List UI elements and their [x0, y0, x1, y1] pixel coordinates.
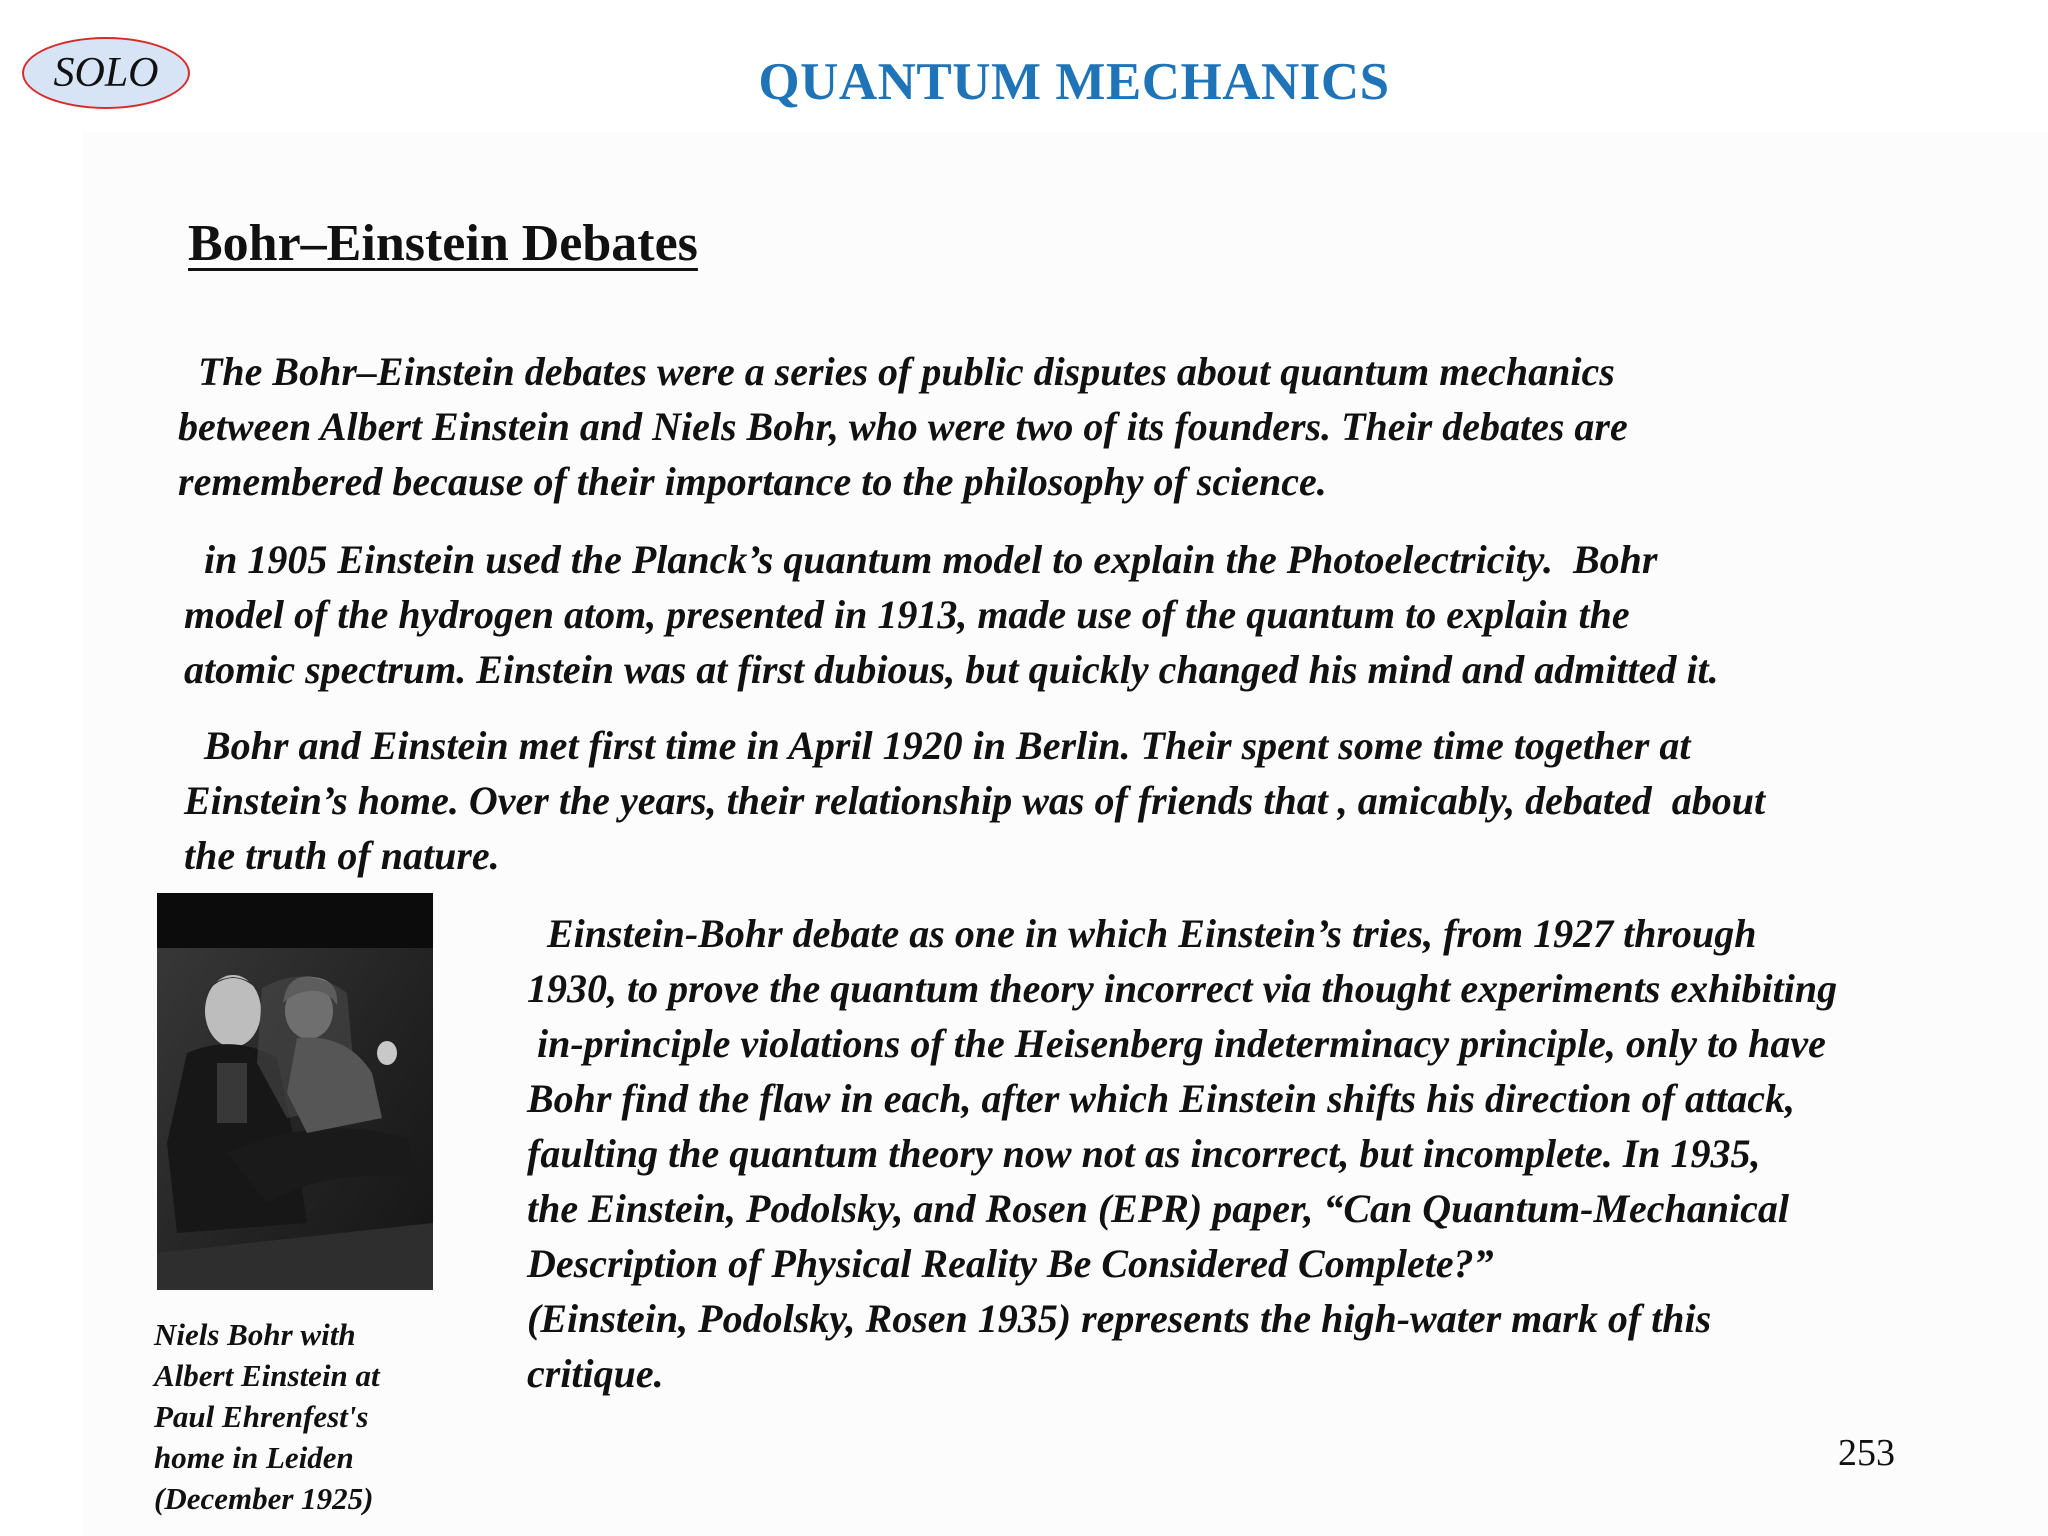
paragraph-epr-debate [527, 906, 1837, 1401]
paragraph-first-meeting [184, 718, 1765, 883]
paragraph-line: remembered because of their importance to the philosophy of science. [178, 459, 1327, 504]
paragraph-intro [178, 344, 1628, 509]
paragraph-line: between Albert Einstein and Niels Bohr, who were two of its founders. Their debates are [178, 404, 1628, 449]
paragraph-line: the truth of nature. [184, 833, 500, 878]
paragraph-line: faulting the quantum theory now not as incorrect, but incomplete. In 1935, [527, 1131, 1761, 1176]
paragraph-line: model of the hydrogen atom, presented in 1913, made use of the quantum to explain the [184, 592, 1630, 637]
paragraph-line: Description of Physical Reality Be Considered Complete?” [527, 1241, 1494, 1286]
page-number: 253 [1838, 1432, 1895, 1474]
solo-badge-label: SOLO [53, 50, 159, 96]
caption-line: Niels Bohr with [154, 1317, 356, 1352]
paragraph-line: Bohr and Einstein met first time in April 1920 in Berlin. Their spent some time together at [184, 723, 1691, 768]
paragraph-photoelectricity [184, 532, 1719, 697]
caption-line: Paul Ehrenfest's [154, 1399, 369, 1434]
paragraph-line: Bohr find the flaw in each, after which Einstein shifts his direction of attack, [527, 1076, 1795, 1121]
paragraph-line: Einstein-Bohr debate as one in which Einstein’s tries, from 1927 through [527, 911, 1757, 956]
page-title: QUANTUM MECHANICS [758, 53, 1390, 111]
paragraph-line: 1930, to prove the quantum theory incorrect via thought experiments exhibiting [527, 966, 1838, 1011]
photo-caption [154, 1314, 380, 1519]
paragraph-line: (Einstein, Podolsky, Rosen 1935) represents the high-water mark of this [527, 1296, 1712, 1341]
caption-line: Albert Einstein at [154, 1358, 380, 1393]
photo-illustration [157, 893, 433, 1290]
paragraph-line: atomic spectrum. Einstein was at first dubious, but quickly changed his mind and admitted it. [184, 647, 1719, 692]
paragraph-line: Einstein’s home. Over the years, their relationship was of friends that , amicably, debated about [184, 778, 1766, 823]
paragraph-line: The Bohr–Einstein debates were a series of public disputes about quantum mechanics [178, 349, 1615, 394]
caption-line: (December 1925) [154, 1481, 374, 1516]
paragraph-line: the Einstein, Podolsky, and Rosen (EPR) paper, “Can Quantum-Mechanical [527, 1186, 1790, 1231]
paragraph-line: in 1905 Einstein used the Planck’s quantum model to explain the Photoelectricity. Bohr [184, 537, 1658, 582]
bohr-einstein-photo [157, 893, 433, 1290]
paragraph-line: critique. [527, 1351, 664, 1396]
caption-line: home in Leiden [154, 1440, 354, 1475]
section-heading: Bohr–Einstein Debates [188, 215, 698, 272]
paragraph-line: in-principle violations of the Heisenberg indeterminacy principle, only to have [527, 1021, 1826, 1066]
